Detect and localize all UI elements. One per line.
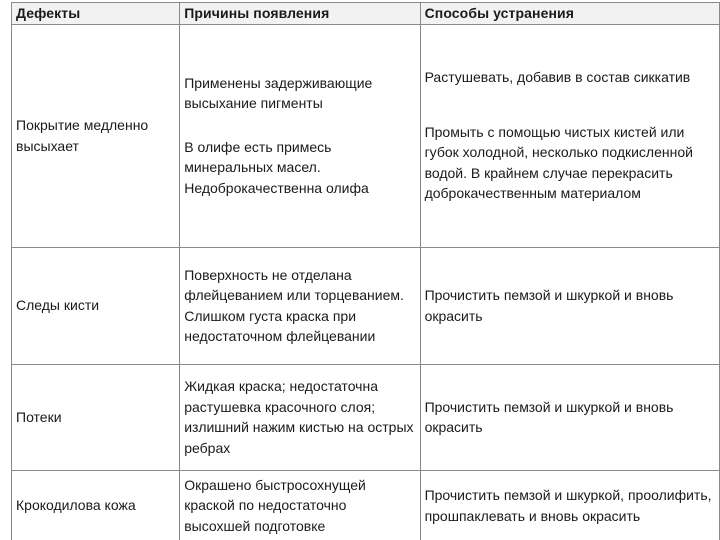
remedies-cell (420, 364, 719, 470)
defect-cell: Потеки (12, 364, 180, 470)
table-row (12, 470, 720, 540)
table-body (12, 24, 720, 540)
cause-text: В олифе есть примесь минеральных масел. Недоброкачественна олифа (184, 138, 369, 196)
header-causes: Причины появления (180, 3, 420, 25)
table-row (12, 364, 720, 470)
table-row (12, 247, 720, 364)
cause-text: Жидкая краска; недостаточна растушевка красочного слоя; излишний нажим кистью на острых ребрах (184, 378, 414, 456)
table-row (12, 24, 720, 247)
defects-table (11, 2, 720, 540)
causes-cell (180, 247, 420, 364)
remedies-cell (420, 24, 719, 247)
remedies-cell (420, 470, 719, 540)
cause-text: Поверхность не отделана флейцеванием или торцеванием. Слишком густа краска при недостаточном флейцевании (184, 266, 404, 344)
defect-cell: Покрытие медленно высыхает (12, 24, 180, 247)
remedy-text: Промыть с помощью чистых кистей или губок холодной, несколько подкисленной водой. В крайнем случае перекрасить доброкачественным материалом (424, 123, 693, 202)
header-row (12, 3, 720, 25)
defect-cell: Следы кисти (12, 247, 180, 364)
table-header (12, 3, 720, 25)
remedy-text: Прочистить пемзой и шкуркой и вновь окрасить (424, 398, 674, 435)
cause-text: Применены задерживающие высыхание пигменты (184, 74, 373, 112)
paragraph-gap (184, 114, 415, 137)
paragraph-gap (425, 88, 715, 122)
causes-cell (180, 470, 420, 540)
remedy-text: Растушевать, добавив в состав сиккатив (424, 69, 691, 86)
header-defects: Дефекты (12, 3, 180, 25)
defect-cell: Крокодилова кожа (12, 470, 180, 540)
remedy-text: Прочистить пемзой и шкуркой, проолифить, прошпаклевать и вновь окрасить (424, 487, 712, 524)
header-remedies: Способы устранения (420, 3, 719, 25)
remedy-text: Прочистить пемзой и шкуркой и вновь окрасить (424, 287, 674, 324)
cause-text: Окрашено быстросохнущей краской по недостаточно высохшей подготовке (184, 476, 366, 534)
causes-cell (180, 24, 420, 247)
causes-cell (180, 364, 420, 470)
remedies-cell (420, 247, 719, 364)
